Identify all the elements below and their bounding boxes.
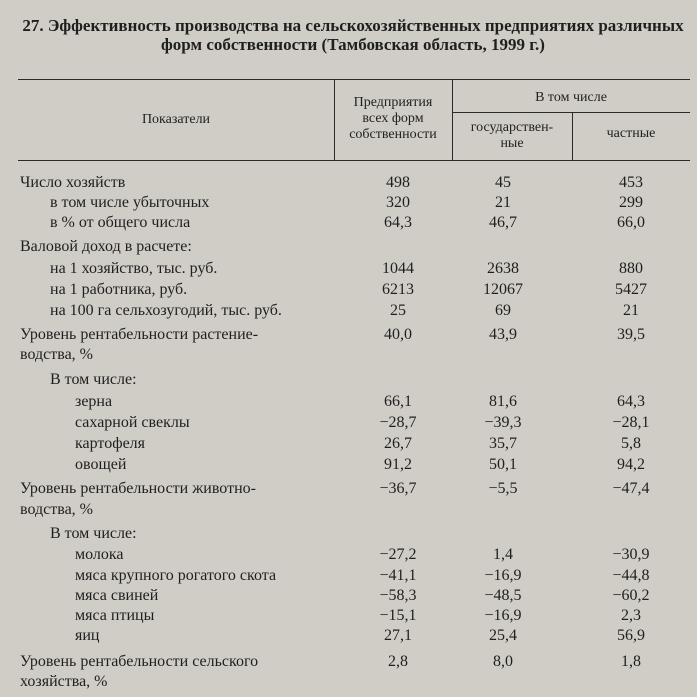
table-title [18, 16, 688, 54]
value-state: 21 [495, 194, 511, 211]
value-all-forms: 91,2 [384, 456, 412, 473]
header-all-forms-line-3: собственности [349, 127, 437, 142]
table-row [0, 479, 697, 499]
value-private: 880 [619, 260, 643, 277]
value-state: −5,5 [488, 480, 518, 497]
row-label: овощей [75, 456, 127, 473]
value-private: 299 [619, 194, 643, 211]
table-row [0, 626, 697, 646]
table-row [0, 566, 697, 586]
value-all-forms: 1044 [382, 260, 414, 277]
row-label: в % от общего числа [50, 214, 191, 231]
table-row [0, 524, 697, 544]
value-private: 56,9 [617, 627, 645, 644]
value-all-forms: −58,3 [379, 587, 417, 604]
value-state: −16,9 [484, 607, 522, 624]
value-private: −30,9 [612, 546, 650, 563]
table-row [0, 370, 697, 390]
value-state: 12067 [483, 281, 523, 298]
value-private: 2,3 [621, 607, 641, 624]
value-state: −48,5 [484, 587, 522, 604]
including-rule [452, 112, 690, 113]
value-private: 66,0 [617, 214, 645, 231]
value-all-forms: 25 [390, 302, 406, 319]
value-state: 2638 [487, 260, 519, 277]
row-label: на 1 работника, руб. [50, 281, 188, 298]
table-row [0, 586, 697, 606]
table-row [0, 280, 697, 300]
value-all-forms: 498 [386, 174, 410, 191]
value-private: 1,8 [621, 653, 641, 670]
value-all-forms: 27,1 [384, 627, 412, 644]
value-state: −16,9 [484, 567, 522, 584]
value-state: 25,4 [489, 627, 517, 644]
value-private: 94,2 [617, 456, 645, 473]
table-row [0, 259, 697, 279]
table-row [0, 500, 697, 520]
value-all-forms: −36,7 [379, 480, 417, 497]
table-row [0, 345, 697, 365]
row-label: зерна [75, 393, 113, 410]
header-state [452, 120, 572, 152]
row-label: мяса птицы [75, 607, 155, 624]
row-label: на 100 га сельхозугодий, тыс. руб. [50, 302, 282, 319]
value-private: 5,8 [621, 435, 641, 452]
row-label: в том числе убыточных [50, 194, 210, 211]
value-private: 39,5 [617, 326, 645, 343]
value-all-forms: 64,3 [384, 214, 412, 231]
value-state: −39,3 [484, 414, 522, 431]
table-row [0, 301, 697, 321]
row-label: сахарной свеклы [75, 414, 190, 431]
value-private: −47,4 [612, 480, 650, 497]
row-label: на 1 хозяйство, тыс. руб. [50, 260, 218, 277]
value-private: −60,2 [612, 587, 650, 604]
table-row [0, 237, 697, 257]
table-row [0, 325, 697, 345]
table-row [0, 173, 697, 193]
value-all-forms: 6213 [382, 281, 414, 298]
table-row [0, 434, 697, 454]
title-line-2: форм собственности (Тамбовская область, 1999 г.) [161, 35, 545, 54]
row-label: В том числе: [50, 371, 137, 388]
value-all-forms: 320 [386, 194, 410, 211]
table-row [0, 413, 697, 433]
row-label: Число хозяйств [20, 174, 126, 191]
value-all-forms: −28,7 [379, 414, 417, 431]
value-all-forms: 26,7 [384, 435, 412, 452]
table-row [0, 392, 697, 412]
value-all-forms: −27,2 [379, 546, 417, 563]
row-label: В том числе: [50, 525, 137, 542]
value-state: 69 [495, 302, 511, 319]
header-state-line-1: государствен- [470, 120, 554, 135]
value-state: 1,4 [493, 546, 513, 563]
value-all-forms: 66,1 [384, 393, 412, 410]
header-indicators: Показатели [141, 112, 211, 127]
value-all-forms: 40,0 [384, 326, 412, 343]
value-state: 8,0 [493, 653, 513, 670]
row-label: мяса крупного рогатого скота [75, 567, 277, 584]
value-all-forms: −15,1 [379, 607, 417, 624]
row-label: молока [75, 546, 124, 563]
row-label: яиц [75, 627, 100, 644]
header-bottom-rule [18, 160, 690, 161]
header-state-line-2: ные [500, 136, 524, 151]
value-private: 453 [619, 174, 643, 191]
top-rule [18, 79, 690, 80]
header-including: В том числе [535, 90, 607, 105]
table-row [0, 455, 697, 475]
row-label: Уровень рентабельности растение- [20, 326, 259, 343]
title-line-1: 27. Эффективность производства на сельскохозяйственных предприятиях различных [22, 16, 684, 35]
row-label: хозяйства, % [20, 673, 108, 690]
value-private: 64,3 [617, 393, 645, 410]
value-private: 5427 [615, 281, 647, 298]
value-state: 43,9 [489, 326, 517, 343]
value-all-forms: −41,1 [379, 567, 417, 584]
value-all-forms: 2,8 [388, 653, 408, 670]
value-private: 21 [623, 302, 639, 319]
table-row [0, 606, 697, 626]
row-label: мяса свиней [75, 587, 159, 604]
row-label: Уровень рентабельности сельского [20, 653, 259, 670]
value-private: −44,8 [612, 567, 650, 584]
table-row [0, 213, 697, 233]
header-all-forms-line-2: всех форм [362, 111, 424, 126]
header-all-forms-line-1: Предприятия [353, 95, 433, 110]
value-state: 81,6 [489, 393, 517, 410]
header-private: частные [606, 126, 656, 141]
row-label: водства, % [20, 346, 93, 363]
value-state: 50,1 [489, 456, 517, 473]
value-private: −28,1 [612, 414, 650, 431]
row-label: картофеля [75, 435, 146, 452]
table-row [0, 193, 697, 213]
value-state: 46,7 [489, 214, 517, 231]
table-row [0, 672, 697, 692]
table-row [0, 545, 697, 565]
row-label: Уровень рентабельности животно- [20, 480, 256, 497]
value-state: 35,7 [489, 435, 517, 452]
value-state: 45 [495, 174, 511, 191]
table-row [0, 652, 697, 672]
row-label: Валовой доход в расчете: [20, 238, 192, 255]
row-label: водства, % [20, 501, 93, 518]
header-all-forms [334, 95, 452, 143]
